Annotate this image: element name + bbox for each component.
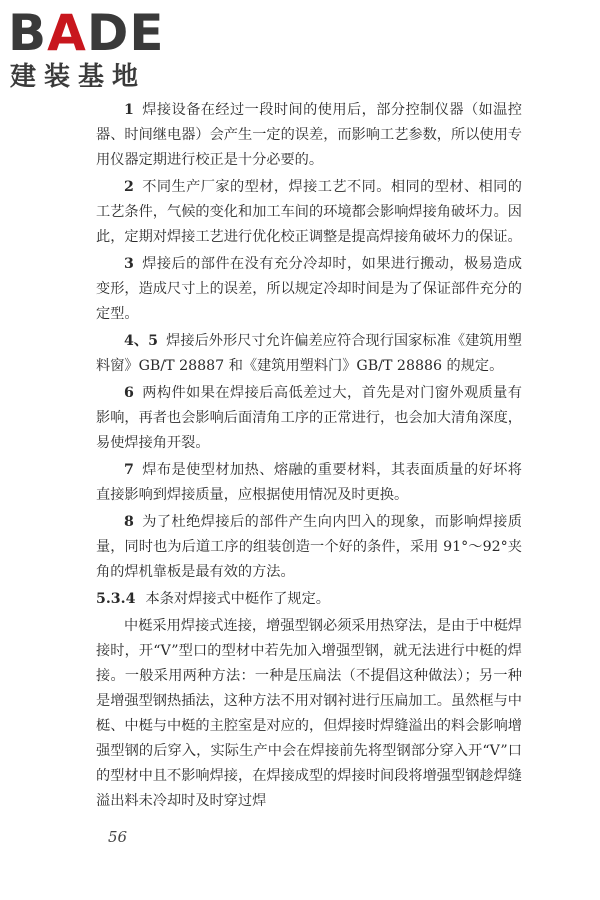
logo-letter-a: A [47, 4, 87, 62]
item-number: 4、5 [124, 333, 159, 349]
paragraph-text: 焊布是使型材加热、熔融的重要材料，其表面质量的好坏将直接影响到焊接质量，应根据使用情况及时更换。 [96, 462, 522, 503]
paragraph [96, 252, 522, 327]
paragraph [96, 329, 522, 379]
paragraph-text: 焊接后外形尺寸允许偏差应符合现行国家标准《建筑用塑料窗》GB/T 28887 和《建筑用塑料门》GB/T 28886 的规定。 [96, 333, 522, 374]
item-number: 6 [124, 385, 134, 401]
paragraph-text: 焊接后的部件在没有充分冷却时，如果进行搬动，极易造成变形，造成尺寸上的误差，所以规定冷却时间是为了保证部件充分的定型。 [96, 256, 522, 322]
page-content [96, 98, 522, 816]
logo-letters-de: DE [86, 4, 165, 62]
item-number: 3 [124, 256, 134, 272]
paragraph-text: 不同生产厂家的型材，焊接工艺不同。相同的型材、相同的工艺条件，气候的变化和加工车间的环境都会影响焊接角破坏力。因此，定期对焊接工艺进行优化校正调整是提高焊接角破坏力的保证。 [96, 179, 522, 245]
paragraph-text: 为了杜绝焊接后的部件产生向内凹入的现象，而影响焊接质量，同时也为后道工序的组装创造一个好的条件，采用 91°～92°夹角的焊机靠板是最有效的方法。 [96, 514, 522, 580]
item-number: 8 [124, 514, 134, 530]
logo-subtitle: 建装基地 [10, 62, 147, 92]
section-number: 5.3.4 [96, 591, 136, 607]
paragraph [96, 458, 522, 508]
paragraph-text: 焊接设备在经过一段时间的使用后，部分控制仪器（如温控器、时间继电器）会产生一定的误差，而影响工艺参数，所以使用专用仪器定期进行校正是十分必要的。 [96, 102, 522, 168]
bade-logo [8, 6, 178, 98]
section-text: 本条对焊接式中梃作了规定。 [145, 591, 330, 607]
paragraph [96, 510, 522, 585]
paragraph-text: 两构件如果在焊接后高低差过大，首先是对门窗外观质量有影响，再者也会影响后面清角工序的正常进行，也会加大清角深度，易使焊接角开裂。 [96, 385, 522, 451]
paragraph [96, 98, 522, 173]
paragraph [96, 175, 522, 250]
page-number: 56 [108, 828, 128, 846]
item-number: 2 [124, 179, 134, 195]
body-paragraph: 中梃采用焊接式连接，增强型钢必须采用热穿法，是由于中梃焊接时，开“V”型口的型材中若先加入增强型钢，就无法进行中梃的焊接。一般采用两种方法：一种是压扁法（不提倡这种做法）；另一种是增强型钢热插法，这种方法不用对钢衬进行压扁加工。虽然框与中梃、中梃与中梃的主腔室是对应的，但焊接时焊缝溢出的料会影响增强型钢的后穿入，实际生产中会在焊接前先将型钢部分穿入开“V”口的型材中且不影响焊接，在焊接成型的焊接时间段将增强型钢趁焊缝溢出料未冷却时及时穿过焊 [96, 618, 522, 809]
item-number: 7 [124, 462, 134, 478]
paragraph [96, 381, 522, 456]
item-number: 1 [124, 102, 134, 118]
logo-wordmark [8, 6, 165, 60]
section-heading [96, 587, 522, 612]
logo-letter-b: B [8, 4, 48, 62]
